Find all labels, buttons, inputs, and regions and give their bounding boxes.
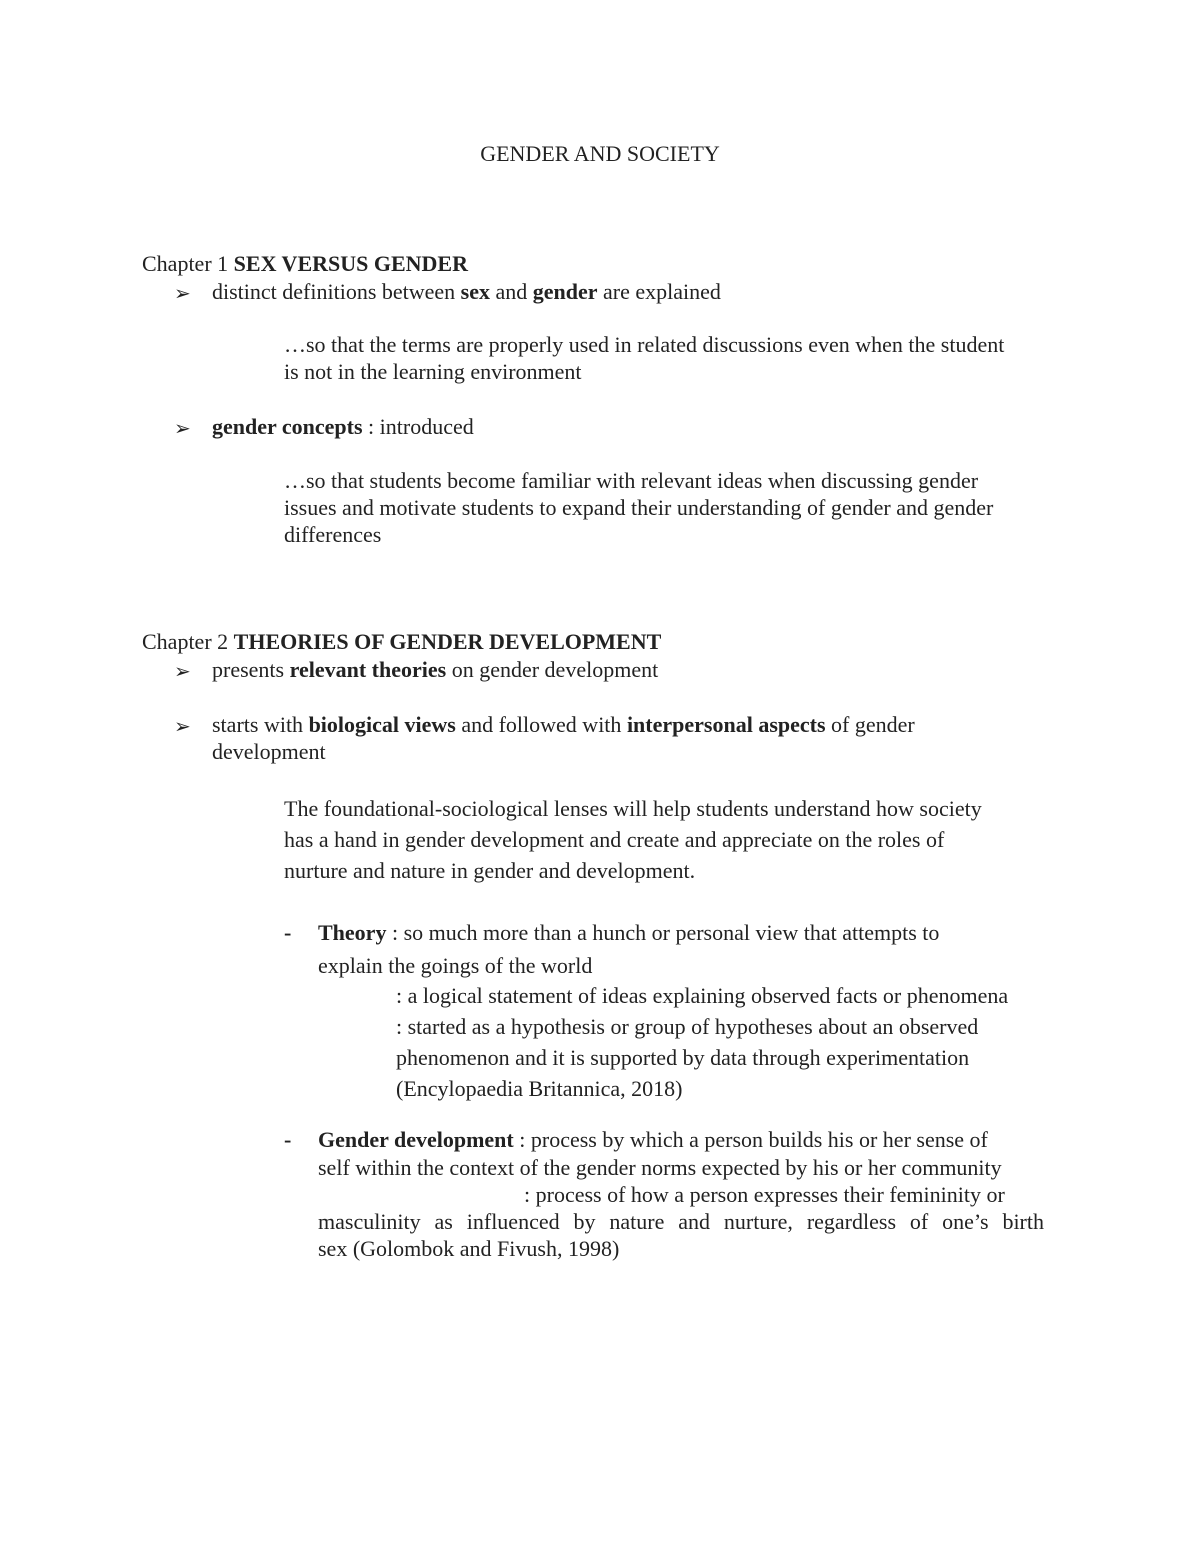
bold-run: Gender development xyxy=(318,1127,514,1152)
text-run: and followed with xyxy=(455,712,627,737)
chapter-1-label: Chapter 1 xyxy=(142,251,234,276)
chapter-1-heading xyxy=(142,253,468,275)
dash-bullet-icon: - xyxy=(284,920,292,945)
gender-development-line-4: masculinity as influenced by nature and nurture, regardless of one’s birth xyxy=(318,1209,1044,1234)
text-run: : introduced xyxy=(362,414,474,439)
page-title: GENDER AND SOCIETY xyxy=(480,141,720,166)
text-run: on gender development xyxy=(446,657,659,682)
theory-definition-line-6: (Encylopaedia Britannica, 2018) xyxy=(396,1076,683,1101)
theory-definition-line-2: explain the goings of the world xyxy=(318,953,593,978)
chapter-1-bullet-2 xyxy=(212,416,474,438)
bold-run: gender concepts xyxy=(212,414,363,439)
theory-definition-line-4: : started as a hypothesis or group of hypotheses about an observed xyxy=(396,1014,979,1039)
chapter-2-heading xyxy=(142,631,661,653)
chapter-1-title: SEX VERSUS GENDER xyxy=(233,251,468,276)
theory-definition-line-5: phenomenon and it is supported by data through experimentation xyxy=(396,1045,970,1070)
text-run: and xyxy=(490,279,533,304)
dash-bullet-icon: - xyxy=(284,1127,292,1152)
chapter-1-note-2-line-2: issues and motivate students to expand their understanding of gender and gender xyxy=(284,495,994,520)
chapter-2-bullet-1 xyxy=(212,659,658,681)
chapter-2-label: Chapter 2 xyxy=(142,629,234,654)
chapter-1-note-1-line-1: …so that the terms are properly used in related discussions even when the student xyxy=(284,332,1005,357)
chapter-1-note-1-line-2: is not in the learning environment xyxy=(284,359,582,384)
text-run: : process by which a person builds his or her sense of xyxy=(513,1127,988,1152)
bold-run: gender xyxy=(532,279,598,304)
text-run: : so much more than a hunch or personal view that attempts to xyxy=(386,920,940,945)
gender-development-line-5: sex (Golombok and Fivush, 1998) xyxy=(318,1236,620,1261)
bold-run: interpersonal aspects xyxy=(626,712,826,737)
arrow-bullet-icon: ➢ xyxy=(174,716,191,738)
text-run: presents xyxy=(212,657,290,682)
bold-run: relevant theories xyxy=(289,657,447,682)
chapter-2-bullet-2 xyxy=(212,714,915,736)
chapter-1-note-2-line-1: …so that students become familiar with relevant ideas when discussing gender xyxy=(284,468,979,493)
bold-run: sex xyxy=(460,279,490,304)
bold-run: Theory xyxy=(318,920,387,945)
gender-development-line-3: : process of how a person expresses their femininity or xyxy=(524,1182,1005,1207)
text-run: are explained xyxy=(597,279,721,304)
chapter-2-paragraph-line-2: has a hand in gender development and create and appreciate on the roles of xyxy=(284,827,945,852)
chapter-2-bullet-2-line-2: development xyxy=(212,739,326,764)
arrow-bullet-icon: ➢ xyxy=(174,661,191,683)
chapter-1-bullet-1 xyxy=(212,281,721,303)
arrow-bullet-icon: ➢ xyxy=(174,418,191,440)
text-run: distinct definitions between xyxy=(212,279,461,304)
gender-development-line-1 xyxy=(318,1129,988,1151)
gender-development-line-2: self within the context of the gender norms expected by his or her community xyxy=(318,1155,1002,1180)
chapter-2-paragraph-line-1: The foundational-sociological lenses will help students understand how society xyxy=(284,796,982,821)
chapter-1-note-2-line-3: differences xyxy=(284,522,382,547)
bold-run: biological views xyxy=(308,712,456,737)
text-run: starts with xyxy=(212,712,309,737)
arrow-bullet-icon: ➢ xyxy=(174,283,191,305)
theory-definition-line-3: : a logical statement of ideas explaining observed facts or phenomena xyxy=(396,983,1009,1008)
chapter-2-paragraph-line-3: nurture and nature in gender and development. xyxy=(284,858,696,883)
text-run: of gender xyxy=(825,712,915,737)
theory-definition-line-1 xyxy=(318,922,939,944)
chapter-2-title: THEORIES OF GENDER DEVELOPMENT xyxy=(233,629,662,654)
